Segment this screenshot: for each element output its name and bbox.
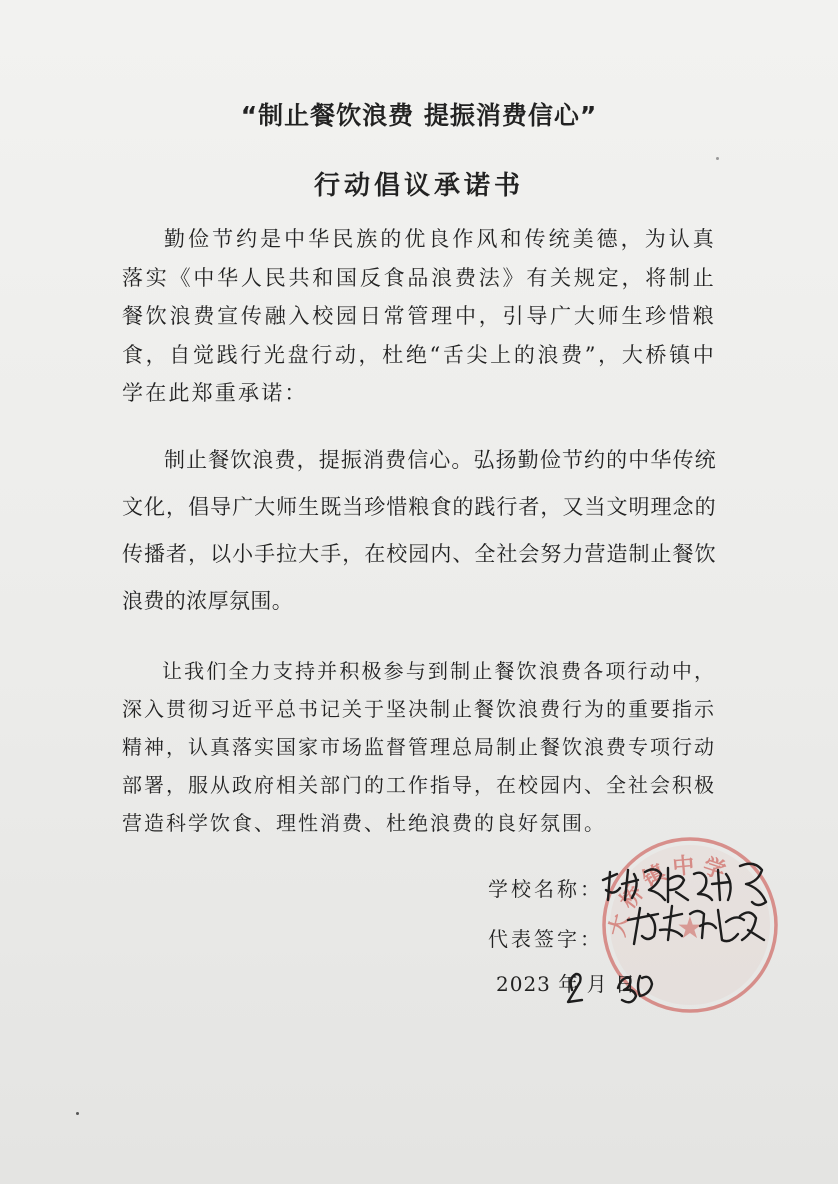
paper-speck: [716, 157, 719, 160]
paragraph-call-to-action: 让我们全力支持并积极参与到制止餐饮浪费各项行动中，深入贯彻习近平总书记关于坚决制止餐饮浪费行为的重要指示精神，认真落实国家市场监督管理总局制止餐饮浪费专项行动部署，服从政府相关部门的工作指导，在校园内、全社会积极营造科学饮食、理性消费、杜绝浪费的良好氛围。: [122, 659, 716, 835]
paragraph-commitment: 制止餐饮浪费，提振消费信心。弘扬勤俭节约的中华传统文化，倡导广大师生既当珍惜粮食的践行者，又当文明理念的传播者，以小手拉大手，在校园内、全社会努力营造制止餐饮浪费的浓厚氛围。: [122, 448, 716, 613]
document-title: “制止餐饮浪费 提振消费信心”: [240, 101, 598, 130]
date-line: 2023 年 月 日: [496, 972, 636, 996]
document-subtitle: 行动倡议承诺书: [313, 171, 524, 201]
svg-text:★: ★: [676, 911, 704, 946]
official-seal: [585, 820, 795, 1030]
paper-speck: [76, 1112, 79, 1115]
paragraph-intro: 勤俭节约是中华民族的优良作风和传统美德，为认真落实《中华人民共和国反食品浪费法》有关规定，将制止餐饮浪费宣传融入校园日常管理中，引导广大师生珍惜粮食，自觉践行光盘行动，杜绝“舌尖上的浪费”，大桥镇中学在此郑重承诺：: [122, 227, 716, 405]
representative-signature-label: 代表签字：: [488, 927, 603, 951]
seal-text: 大桥镇中学: [605, 852, 735, 940]
school-name-label: 学校名称：: [488, 877, 603, 901]
